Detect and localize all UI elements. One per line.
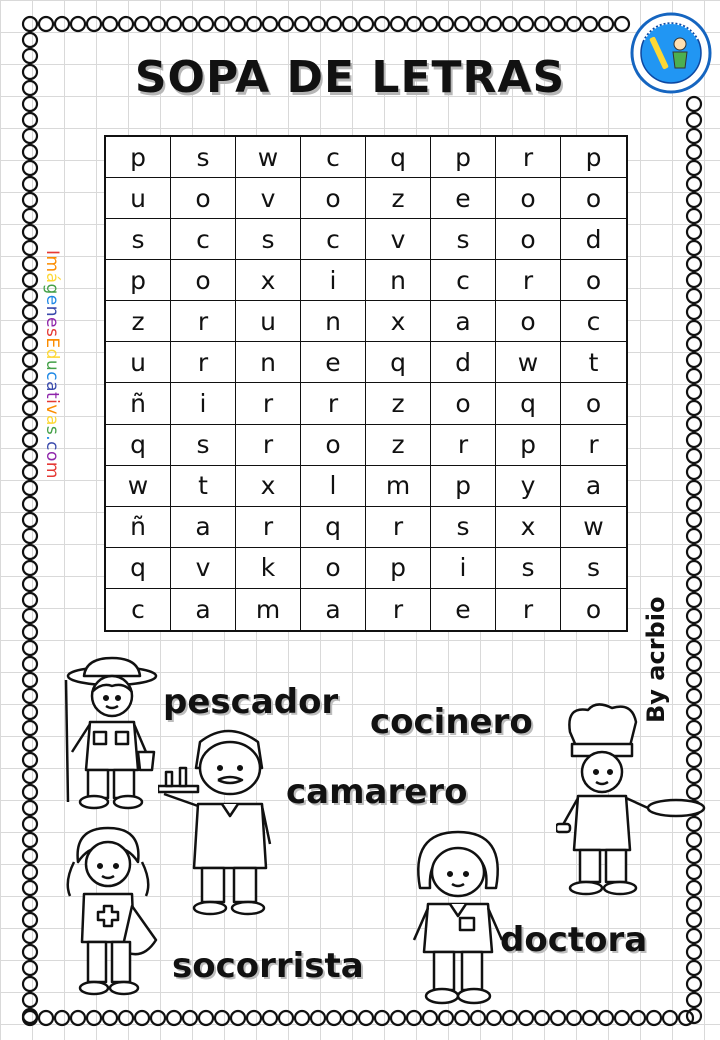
grid-cell: r	[561, 425, 626, 466]
grid-cell: p	[106, 137, 171, 178]
grid-cell: c	[561, 301, 626, 342]
watermark-letter: n	[42, 305, 62, 318]
grid-cell: r	[496, 589, 561, 630]
grid-cell: u	[236, 301, 301, 342]
watermark-letter: o	[42, 451, 62, 462]
grid-cell: r	[301, 383, 366, 424]
watermark-letter: a	[42, 381, 62, 392]
grid-cell: m	[236, 589, 301, 630]
doctor-figure-icon	[406, 828, 512, 1008]
watermark-letter: i	[42, 399, 62, 405]
grid-cell: t	[561, 342, 626, 383]
grid-cell: a	[171, 507, 236, 548]
grid-cell: x	[236, 466, 301, 507]
grid-cell: w	[561, 507, 626, 548]
grid-cell: v	[236, 178, 301, 219]
grid-cell: a	[301, 589, 366, 630]
grid-cell: c	[171, 219, 236, 260]
grid-cell: z	[106, 301, 171, 342]
grid-cell: s	[431, 219, 496, 260]
watermark-letter: s	[42, 425, 62, 436]
watermark-letter: á	[42, 272, 62, 284]
grid-cell: o	[301, 425, 366, 466]
fisherman-figure-icon	[50, 652, 160, 810]
grid-cell: ñ	[106, 507, 171, 548]
grid-cell: y	[496, 466, 561, 507]
grid-cell: a	[561, 466, 626, 507]
grid-cell: r	[236, 425, 301, 466]
watermark-letter: u	[42, 359, 62, 372]
grid-cell: s	[171, 137, 236, 178]
grid-cell: r	[236, 507, 301, 548]
watermark-letter: c	[42, 441, 62, 451]
grid-cell: t	[171, 466, 236, 507]
word-pescador: pescador	[163, 682, 339, 722]
grid-cell: e	[301, 342, 366, 383]
grid-cell: n	[301, 301, 366, 342]
grid-cell: c	[301, 137, 366, 178]
grid-cell: p	[561, 137, 626, 178]
watermark-letter: m	[42, 461, 62, 479]
grid-cell: q	[106, 425, 171, 466]
word-cocinero: cocinero	[370, 702, 533, 742]
watermark-letter: s	[42, 328, 62, 338]
grid-cell: o	[561, 260, 626, 301]
grid-cell: w	[496, 342, 561, 383]
grid-cell: u	[106, 178, 171, 219]
grid-cell: q	[496, 383, 561, 424]
grid-cell: a	[171, 589, 236, 630]
grid-cell: r	[496, 137, 561, 178]
grid-cell: o	[496, 301, 561, 342]
watermark-letter: E	[42, 337, 62, 349]
watermark-letter: I	[42, 250, 62, 256]
grid-cell: v	[366, 219, 431, 260]
grid-cell: o	[301, 548, 366, 589]
grid-cell: o	[585, 594, 602, 624]
grid-cell: o	[171, 178, 236, 219]
watermark-letter: t	[42, 391, 62, 400]
grid-cell: o	[496, 178, 561, 219]
word-search-grid	[104, 135, 628, 632]
grid-cell: q	[106, 548, 171, 589]
watermark-letter: e	[42, 294, 62, 306]
watermark-letter: .	[42, 435, 62, 442]
grid-cell: p	[496, 425, 561, 466]
grid-cell: i	[301, 260, 366, 301]
chef-figure-icon	[556, 700, 706, 900]
grid-cell: x	[236, 260, 301, 301]
grid-cell: s	[236, 219, 301, 260]
watermark-letter: e	[42, 317, 62, 329]
grid-cell: i	[171, 383, 236, 424]
grid-cell: x	[366, 301, 431, 342]
grid-cell: d	[561, 219, 626, 260]
waiter-figure-icon	[158, 724, 276, 916]
page-title: SOPA DE LETRAS	[134, 52, 566, 103]
grid-cell: c	[431, 260, 496, 301]
grid-cell: p	[366, 548, 431, 589]
watermark-letter: v	[42, 404, 62, 415]
grid-cell: s	[496, 548, 561, 589]
grid-cell: k	[236, 548, 301, 589]
grid-cell: n	[366, 260, 431, 301]
grid-cell: r	[171, 301, 236, 342]
watermark-letter: d	[42, 348, 62, 360]
grid-cell: x	[496, 507, 561, 548]
grid-cell: q	[366, 137, 431, 178]
grid-cell: e	[431, 178, 496, 219]
logo-badge-icon	[630, 12, 712, 94]
grid-cell: a	[431, 301, 496, 342]
site-watermark	[40, 250, 62, 479]
grid-cell: s	[561, 548, 626, 589]
watermark-letter: g	[42, 283, 62, 295]
grid-cell: u	[106, 342, 171, 383]
grid-cell: r	[236, 383, 301, 424]
grid-cell: p	[431, 137, 496, 178]
lifeguard-figure-icon	[60, 822, 164, 998]
grid-cell: s	[106, 219, 171, 260]
grid-cell: c	[301, 219, 366, 260]
watermark-letter: a	[42, 414, 62, 426]
grid-cell: r	[366, 589, 431, 630]
grid-cell: w	[236, 137, 301, 178]
grid-cell: z	[366, 178, 431, 219]
word-camarero: camarero	[286, 772, 468, 812]
watermark-letter: m	[42, 255, 62, 273]
word-doctora: doctora	[500, 920, 648, 960]
grid-cell: p	[431, 466, 496, 507]
author-credit-text: By acrbio	[642, 596, 670, 723]
grid-cell: o	[496, 219, 561, 260]
grid-cell: r	[496, 260, 561, 301]
grid-cell: l	[301, 466, 366, 507]
grid-cell: r	[171, 342, 236, 383]
grid-cell: q	[301, 507, 366, 548]
grid-cell: o	[301, 178, 366, 219]
grid-cell: q	[366, 342, 431, 383]
grid-cell: o	[171, 260, 236, 301]
grid-cell: z	[366, 425, 431, 466]
grid-cell: i	[431, 548, 496, 589]
grid-cell: r	[431, 425, 496, 466]
grid-cell: n	[236, 342, 301, 383]
grid-cell: p	[106, 260, 171, 301]
grid-cell: e	[431, 589, 496, 630]
grid-cell: v	[171, 548, 236, 589]
grid-cell: o	[431, 383, 496, 424]
grid-cell: s	[171, 425, 236, 466]
grid-cell: z	[366, 383, 431, 424]
grid-cell: d	[431, 342, 496, 383]
grid-cell: c	[106, 589, 171, 630]
grid-cell: o	[561, 383, 626, 424]
grid-cell: m	[366, 466, 431, 507]
grid-cell: w	[106, 466, 171, 507]
grid-cell: r	[366, 507, 431, 548]
watermark-letter: c	[42, 371, 62, 382]
grid-cell: s	[431, 507, 496, 548]
grid-cell: o	[561, 178, 626, 219]
word-socorrista: socorrista	[172, 946, 364, 986]
grid-cell: ñ	[106, 383, 171, 424]
